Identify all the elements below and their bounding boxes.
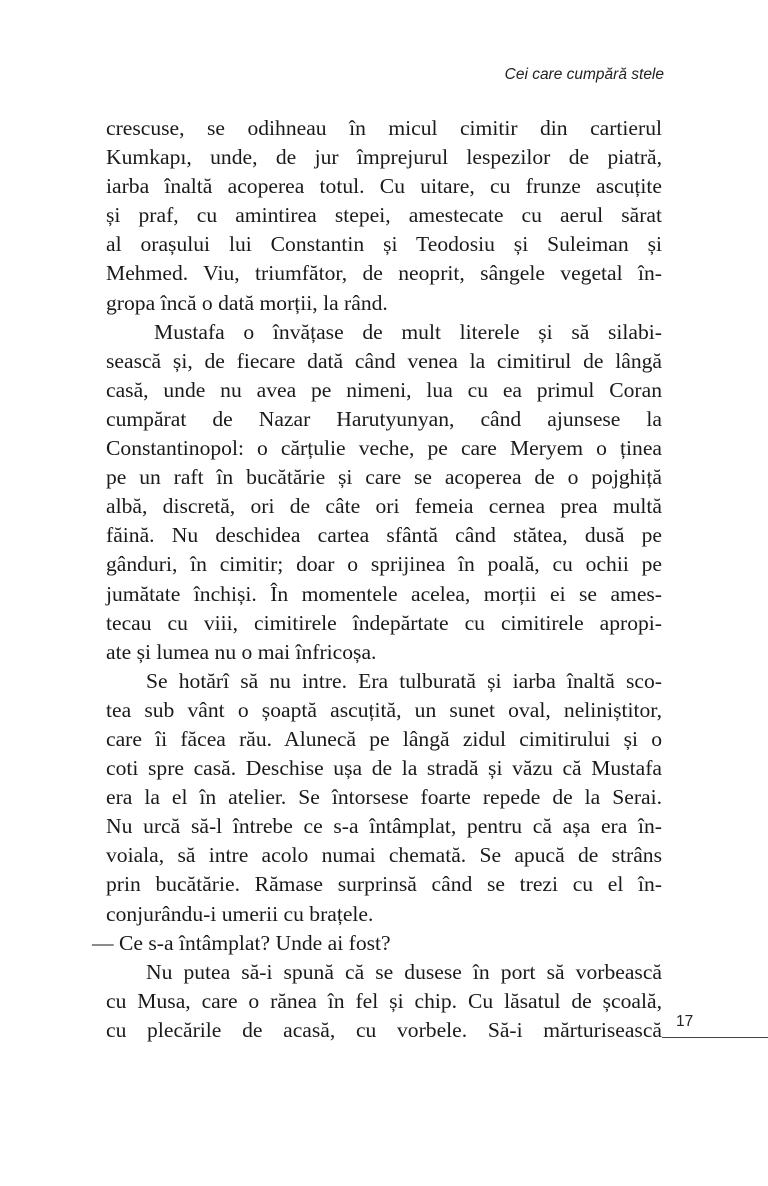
text-line: Constantinopol: o cărțulie veche, pe care Meryem o ținea bbox=[106, 436, 662, 461]
text-line: care îi făcea rău. Alunecă pe lângă zidul cimitirului și o bbox=[106, 726, 662, 751]
text-line: cu Musa, care o rănea în fel și chip. Cu lăsatul de școală, bbox=[106, 988, 662, 1013]
body-text bbox=[92, 114, 662, 1045]
text-line: Mehmed. Viu, triumfător, de neoprit, sângele vegetal în- bbox=[106, 261, 662, 286]
page-number: 17 bbox=[676, 1013, 694, 1030]
text-line: Se hotărî să nu intre. Era tulburată și iarba înaltă sco- bbox=[146, 668, 662, 693]
text-line: era la el în atelier. Se întorsese foarte repede de la Serai. bbox=[106, 785, 662, 810]
text-line: gropa încă o dată morții, la rând. bbox=[106, 290, 388, 315]
dialogue-line: — Ce s-a întâmplat? Unde ai fost? bbox=[92, 930, 391, 955]
text-line: pe un raft în bucătărie și care se acoperea de o pojghiță bbox=[106, 465, 662, 490]
text-line: voiala, să intre acolo numai chemată. Se apucă de strâns bbox=[106, 843, 662, 868]
text-line: iarba înaltă acoperea totul. Cu uitare, cu frunze ascuțite bbox=[106, 174, 662, 199]
text-line: tea sub vânt o șoaptă ascuțită, un sunet oval, neliniștitor, bbox=[106, 697, 662, 722]
text-line: Kumkapı, unde, de jur împrejurul lespezilor de piatră, bbox=[106, 145, 662, 170]
text-line: crescuse, se odihneau în micul cimitir din cartierul bbox=[106, 116, 662, 140]
text-line: gânduri, în cimitir; doar o sprijinea în poală, cu ochii pe bbox=[106, 552, 662, 577]
text-line: făină. Nu deschidea cartea sfântă când stătea, dusă pe bbox=[106, 523, 662, 548]
text-line: jumătate închiși. În momentele acelea, morții ei se ames- bbox=[106, 581, 662, 606]
text-line: conjurându-i umerii cu brațele. bbox=[106, 901, 374, 926]
text-line: Nu urcă să-l întrebe ce s-a întâmplat, pentru că așa era în- bbox=[106, 814, 662, 839]
text-line: ate și lumea nu o mai înfricoșa. bbox=[106, 639, 377, 664]
text-line: al orașului lui Constantin și Teodosiu și Suleiman și bbox=[106, 232, 662, 257]
text-line: cumpărat de Nazar Harutyunyan, când ajunsese la bbox=[106, 406, 662, 431]
text-line: Mustafa o învățase de mult literele și să silabi- bbox=[154, 319, 662, 344]
text-line: coti spre casă. Deschise ușa de la stradă și văzu că Mustafa bbox=[106, 756, 662, 781]
footer-rule bbox=[662, 1037, 768, 1038]
text-line: Nu putea să-i spună că se dusese în port să vorbească bbox=[146, 959, 662, 984]
text-line: casă, unde nu avea pe nimeni, lua cu ea primul Coran bbox=[106, 377, 662, 402]
text-line: tecau cu viii, cimitirele îndepărtate cu cimitirele apropi- bbox=[106, 610, 662, 635]
text-line: albă, discretă, ori de câte ori femeia cernea prea multă bbox=[106, 494, 662, 519]
text-line: cu plecările de acasă, cu vorbele. Să-i mărturisească bbox=[106, 1017, 662, 1042]
text-line: prin bucătărie. Rămase surprinsă când se trezi cu el în- bbox=[106, 872, 662, 897]
text-line: și praf, cu amintirea stepei, amestecate cu aerul sărat bbox=[106, 203, 662, 228]
text-line: sească și, de fiecare dată când venea la cimitirul de lângă bbox=[106, 348, 662, 373]
running-head: Cei care cumpără stele bbox=[504, 66, 664, 83]
